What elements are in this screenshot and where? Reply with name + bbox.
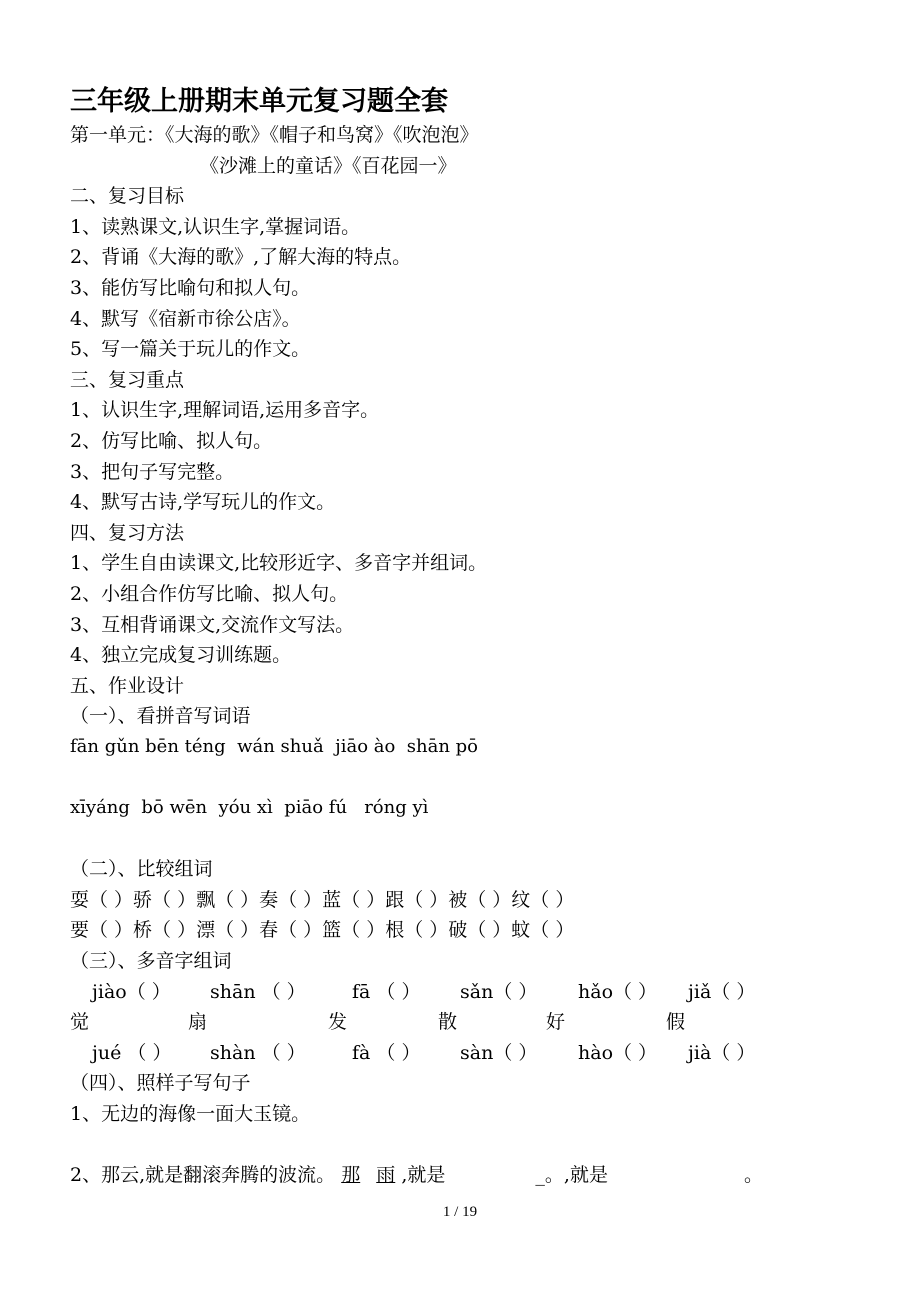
polyphone-pinyin: sàn（ ）	[460, 1041, 538, 1064]
polyphone-pinyin: fā （ ）	[352, 980, 421, 1003]
answer-space	[70, 1130, 850, 1161]
sentence-text: 2、那云,就是翻滚奔腾的波流。	[70, 1164, 336, 1187]
polyphone-pinyin: jué （ ）	[92, 1041, 172, 1064]
fill-blank-text: _。,就是	[535, 1164, 608, 1187]
page-title: 三年级上册期末单元复习题全套	[70, 86, 448, 117]
exercise-heading: （四）、照样子写句子	[70, 1072, 251, 1095]
polyphone-char: 假	[666, 1011, 686, 1034]
polyphone-pinyin: sǎn（ ）	[460, 980, 538, 1003]
document	[70, 86, 850, 1191]
polyphone-pinyin: hào（ ）	[578, 1041, 658, 1064]
answer-space	[70, 824, 850, 855]
fill-blank-end: 。	[744, 1164, 764, 1187]
polyphone-pinyin: jiào（ ）	[92, 980, 171, 1003]
list-item: 1、读熟课文,认识生字,掌握词语。	[70, 215, 361, 238]
compare-row: 要（ ）桥（ ）漂（ ）春（ ）篮（ ）根（ ）破（ ）蚊（ ）	[70, 919, 575, 942]
list-item: 3、把句子写完整。	[70, 460, 235, 483]
underlined-word: 那	[341, 1164, 361, 1187]
polyphone-pinyin: fà （ ）	[352, 1041, 421, 1064]
list-item: 4、独立完成复习训练题。	[70, 644, 292, 667]
polyphone-char: 发	[328, 1011, 348, 1034]
polyphone-bottom-row	[70, 1038, 850, 1069]
exercise-heading: （三）、多音字组词	[70, 950, 232, 973]
list-item: 3、能仿写比喻句和拟人句。	[70, 276, 311, 299]
polyphone-pinyin: hǎo（ ）	[578, 980, 658, 1003]
pinyin-row: fān gǔn bēn téng wán shuǎ jiāo ào shān pō	[70, 735, 478, 757]
list-item: 4、默写《宿新市徐公店》。	[70, 307, 301, 330]
polyphone-char: 好	[546, 1011, 566, 1034]
polyphone-char: 散	[438, 1011, 458, 1034]
sample-sentence	[70, 1160, 850, 1191]
list-item: 3、互相背诵课文,交流作文写法。	[70, 613, 355, 636]
polyphone-char: 扇	[188, 1011, 208, 1034]
polyphone-top-row	[70, 977, 850, 1008]
page-number: 1 / 19	[442, 1204, 478, 1220]
exercise-heading: （二）、比较组词	[70, 858, 213, 881]
exercise-heading: （一）、看拼音写词语	[70, 705, 251, 728]
list-item: 5、写一篇关于玩儿的作文。	[70, 338, 311, 361]
polyphone-pinyin: shàn （ ）	[210, 1041, 306, 1064]
polyphone-char: 觉	[70, 1011, 90, 1034]
answer-space	[70, 762, 850, 793]
underlined-word: 雨	[376, 1164, 396, 1187]
sample-sentence: 1、无边的海像一面大玉镜。	[70, 1103, 311, 1125]
polyphone-pinyin: jià（ ）	[688, 1041, 756, 1064]
polyphone-pinyin: shān （ ）	[210, 980, 306, 1003]
pinyin-row: xīyáng bō wēn yóu xì piāo fú róng yì	[70, 797, 429, 819]
unit-line-1: 第一单元：《大海的歌》《帽子和鸟窝》《吹泡泡》	[70, 124, 479, 146]
compare-row: 耍（ ）骄（ ）飘（ ）奏（ ）蓝（ ）跟（ ）被（ ）纹（ ）	[70, 888, 575, 911]
list-item: 2、背诵《大海的歌》,了解大海的特点。	[70, 246, 412, 269]
list-item: 1、认识生字,理解词语,运用多音字。	[70, 399, 380, 422]
polyphone-char-row	[70, 1007, 850, 1038]
polyphone-pinyin: jiǎ（ ）	[688, 980, 756, 1003]
section-heading: 四、复习方法	[70, 521, 185, 544]
section-heading: 二、复习目标	[70, 185, 185, 208]
unit-line-2: 《沙滩上的童话》《百花园一》	[200, 154, 457, 177]
list-item: 4、默写古诗,学写玩儿的作文。	[70, 491, 336, 514]
list-item: 2、小组合作仿写比喻、拟人句。	[70, 582, 349, 605]
section-heading: 三、复习重点	[70, 368, 185, 391]
list-item: 2、仿写比喻、拟人句。	[70, 429, 273, 452]
section-heading: 五、作业设计	[70, 674, 185, 697]
list-item: 1、学生自由读课文,比较形近字、多音字并组词。	[70, 552, 488, 575]
sentence-text: ,就是	[401, 1164, 446, 1187]
